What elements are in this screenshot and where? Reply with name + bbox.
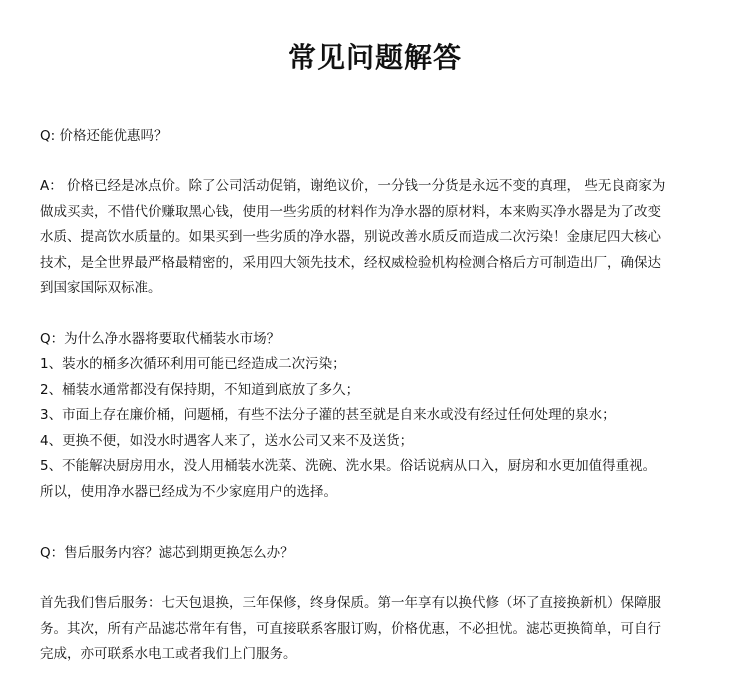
- answer-line: 到国家国际双标准。: [40, 280, 162, 296]
- answer-line: 做成买卖，不惜代价赚取黑心钱，使用一些劣质的材料作为净水器的原材料，本来购买净水器是为了改变: [40, 203, 661, 220]
- answer-line: 1、装水的桶多次循环利用可能已经造成二次污染；: [40, 356, 346, 372]
- answer-line: 5、不能解决厨房用水，没人用桶装水洗菜、洗碗、洗水果。俗话说病从口入，厨房和水更加值得重视。: [40, 458, 657, 474]
- answer-after-sales-service: [40, 591, 720, 668]
- answer-line: 首先我们售后服务：七天包退换，三年保修，终身保质。第一年享有以换代修（坏了直接换新机）保障服: [40, 595, 661, 611]
- answer-line: 所以，使用净水器已经成为不少家庭用户的选择。: [40, 483, 337, 500]
- answer-line: 完成，亦可联系水电工或者我们上门服务。: [40, 646, 297, 662]
- answer-line: 务。其次，所有产品滤芯常年有售，可直接联系客服订购，价格优惠，不必担忧。滤芯更换简单，可自行: [40, 620, 661, 637]
- page-title: 常见问题解答: [287, 41, 462, 74]
- answer-line: 2、桶装水通常都没有保持期，不知道到底放了多久；: [40, 381, 360, 398]
- answer-line: 4、更换不便，如没水时遇客人来了，送水公司又来不及送货；: [40, 432, 414, 449]
- answer-line: 水质、提高饮水质量的。如果买到一些劣质的净水器，别说改善水质反而造成二次污染！金康尼四大核心: [40, 229, 661, 245]
- question-after-sales-service: Q：售后服务内容？滤芯到期更换怎么办？: [40, 545, 294, 561]
- question-price-discount: Q: 价格还能优惠吗？: [40, 128, 168, 144]
- answer-line: 3、市面上存在廉价桶，问题桶，有些不法分子灌的甚至就是自来水或没有经过任何处理的泉水；: [40, 407, 616, 423]
- answer-line: 技术，是全世界最严格最精密的，采用四大领先技术，经权威检验机构检测合格后方可制造出厂，确保达: [40, 254, 661, 271]
- question-replace-bottled-water: Q：为什么净水器将要取代桶装水市场？: [40, 331, 281, 347]
- answer-price-discount: [40, 174, 720, 302]
- answer-line: A： 价格已经是冰点价。除了公司活动促销，谢绝议价，一分钱一分货是永远不变的真理， 些无良商家为: [40, 178, 666, 194]
- answer-replace-bottled-water: [40, 352, 720, 505]
